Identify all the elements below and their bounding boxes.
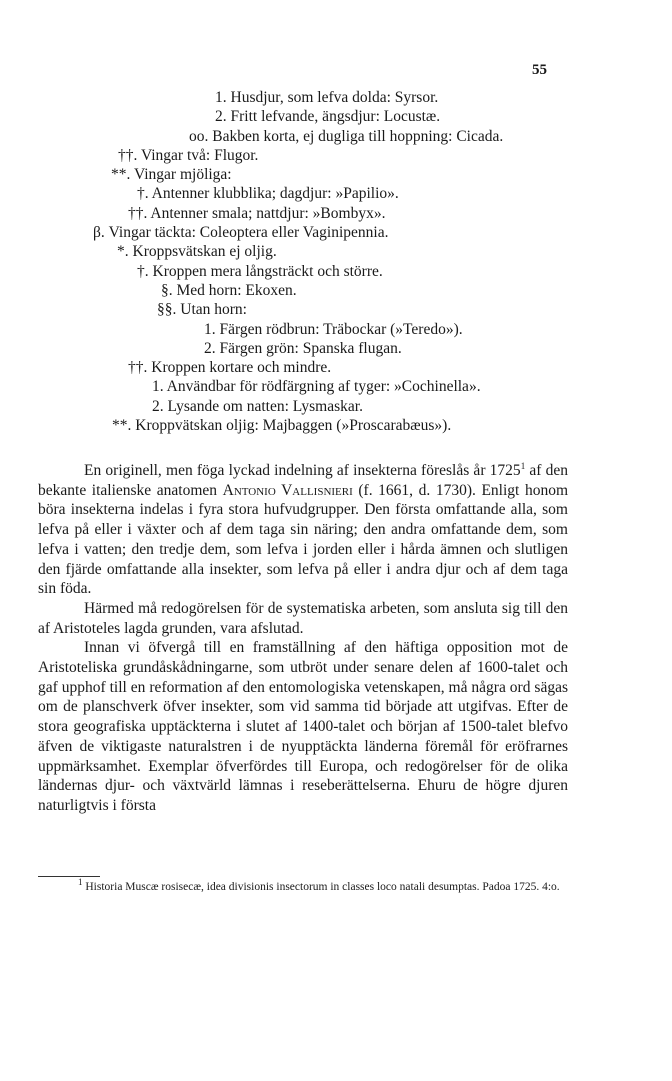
key-line: [0, 416, 672, 435]
paragraph-text: (f. 1661, d. 1730). Enligt honom böra insekterna indelas i fyra stora hufvudgrupper. Den första omfattande alla, som lefva på eller i växter och af dem taga sin näring; den andra omfattande dem, som lefva i vatten; den tredje dem, som lefva i jorden eller i hårda ämnen och slutligen den fjärde omfattande alla insekter, som lefva på eller i andra djur och af dem taga sin föda.: [38, 481, 569, 598]
key-line: [0, 165, 672, 184]
key-line: [0, 107, 672, 126]
key-line: [0, 358, 672, 377]
footnote-text: Historia Muscæ rosisecæ, idea divisionis insectorum in classes loco natali desumptas. Padoa 1725. 4:o.: [85, 881, 560, 893]
key-line-text: ††. Vingar två: Flugor.: [118, 146, 259, 164]
body-text: [38, 461, 568, 816]
key-line-text: **. Kroppvätskan oljig: Majbaggen (»Proscarabæus»).: [112, 417, 452, 435]
key-line: [0, 339, 672, 358]
key-line-text: †. Antenner klubblika; dagdjur: »Papilio».: [137, 185, 399, 203]
key-line-text: 2. Lysande om natten: Lysmaskar.: [152, 397, 363, 415]
key-line: [0, 184, 672, 203]
key-line: [0, 397, 672, 416]
key-line-text: ††. Antenner smala; nattdjur: »Bombyx».: [128, 204, 386, 222]
key-line-text: **. Vingar mjöliga:: [111, 166, 232, 184]
author-name: Antonio Vallisnieri: [222, 481, 353, 499]
paragraph-vallisnieri: [38, 461, 568, 599]
paragraph-text: En originell, men föga lyckad indelning af insekterna föreslås år 1725: [84, 462, 521, 479]
footnote-number: 1: [78, 877, 83, 888]
key-line-text: 2. Fritt lefvande, ängsdjur: Locustæ.: [215, 108, 441, 126]
key-line: [0, 204, 672, 223]
key-line: [0, 262, 672, 281]
key-line: [0, 127, 672, 146]
key-line: [0, 242, 672, 261]
key-line-text: §. Med horn: Ekoxen.: [161, 281, 297, 299]
key-line: [0, 146, 672, 165]
key-line-text: †. Kroppen mera långsträckt och större.: [137, 262, 383, 280]
key-line: [0, 300, 672, 319]
key-line: [0, 281, 672, 300]
footnote-ref: 1: [520, 460, 526, 471]
insect-classification-key: [0, 88, 672, 435]
key-line-text: 1. Husdjur, som lefva dolda: Syrsor.: [215, 89, 439, 106]
key-line-text: §§. Utan horn:: [157, 301, 247, 319]
key-line: [0, 223, 672, 242]
key-line-text: 2. Färgen grön: Spanska flugan.: [204, 339, 402, 357]
key-line-text: 1. Färgen rödbrun: Träbockar (»Teredo»).: [204, 320, 463, 338]
key-line: [0, 88, 672, 107]
key-line-text: 1. Användbar för rödfärgning af tyger: »Cochinella».: [152, 378, 481, 396]
paragraph-text: af den bekante italienske anatomen: [38, 462, 569, 499]
footnote-rule: [38, 876, 100, 877]
paragraph-aristoteles: Härmed må redogörelsen för de systematiska arbeten, som ansluta sig till den af Aristoteles lagda grunden, vara afslutad.: [38, 599, 568, 637]
key-line: [0, 320, 672, 339]
key-line-text: oo. Bakben korta, ej dugliga till hoppning: Cicada.: [189, 127, 504, 145]
key-line: [0, 377, 672, 396]
key-line-text: β. Vingar täckta: Coleoptera eller Vaginipennia.: [93, 224, 389, 242]
footnote: [38, 879, 568, 895]
key-line-text: *. Kroppsvätskan ej oljig.: [117, 243, 277, 261]
key-line-text: ††. Kroppen kortare och mindre.: [128, 359, 332, 377]
paragraph-opposition: Innan vi öfvergå till en framställning af den häftiga opposition mot de Aristoteliska grundåskådningarne, som utbröt under senare delen af 1600-talet och gaf upphof till en reformation af den entomologiska vetenskapen, må några ord sägas om de planschverk öfver insekter, som vid samma tid började att utgifvas. Efter de stora geografiska upptäckterna i slutet af 1400-talet och början af 1500-talet blefvo äfven de viktigaste naturalstren i de nyupptäckta länderna föremål för eröfrarnes uppmärksamhet. Exemplar öfverfördes till Europa, och redogörelser för de olika ländernas djur- och växtvärld lämnas i reseberättelserna. Ehuru de högre djuren naturligtvis i första: [38, 639, 568, 814]
page-number: 55: [532, 62, 547, 78]
